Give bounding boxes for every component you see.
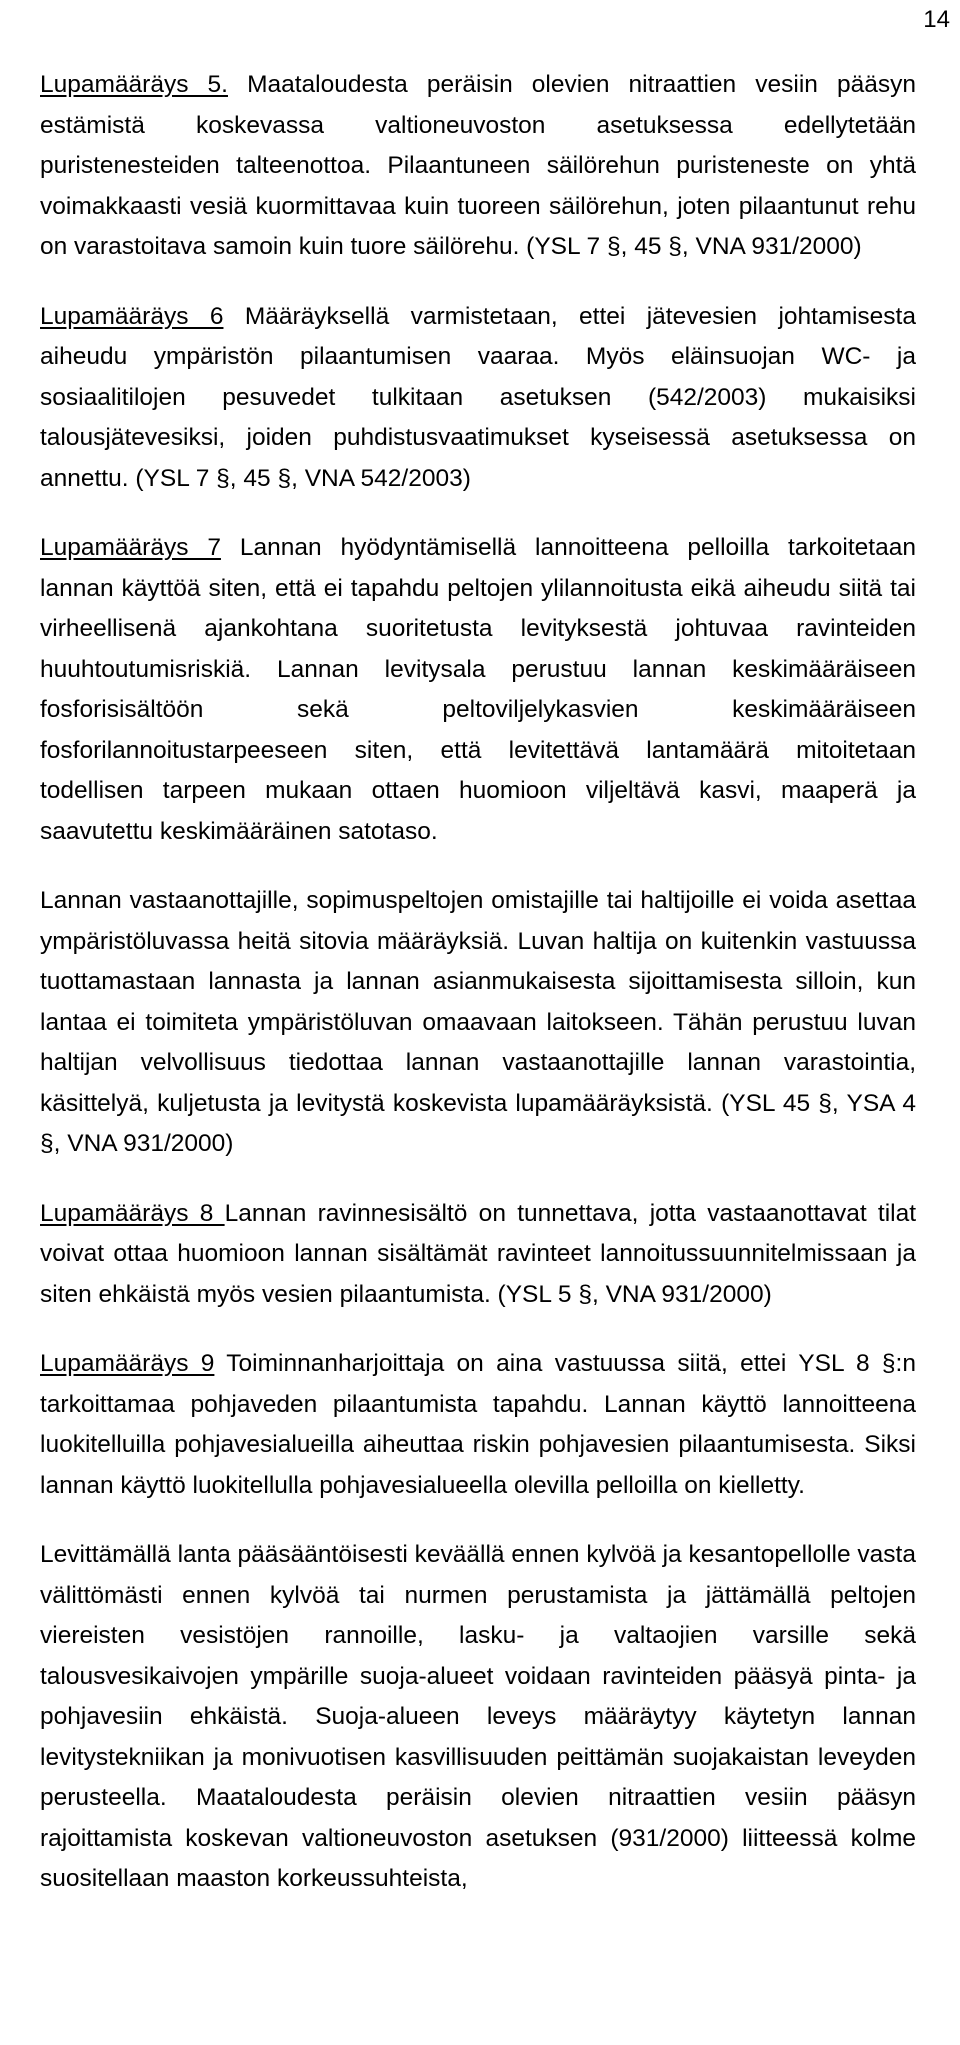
paragraph-levittaminen [40, 1535, 916, 1900]
paragraph-text: Levittämällä lanta pääsääntöisesti keväällä ennen kylvöä ja kesantopellolle vasta välittömästi ennen kylvöä tai nurmen perustamista ja jättämällä peltojen viereisten vesistöjen rannoille, lasku- ja valtaojien varsille sekä talousvesikaivojen ympärille suoja-alueet voidaan ravinteiden pääsyä pinta- ja pohjavesiin ehkäistä. Suoja-alueen leveys määräytyy käytetyn lannan levitystekniikan ja monivuotisen kasvillisuuden peittämän suojakaistan leveyden perusteella. Maataloudesta peräisin olevien nitraattien vesiin pääsyn rajoittamista koskevan valtioneuvoston asetuksen (931/2000) liitteessä kolme suositellaan maaston korkeussuhteista, [40, 1541, 916, 1892]
paragraph-text: Toiminnanharjoittaja on aina vastuussa siitä, ettei YSL 8 §:n tarkoittamaa pohjaveden pilaantumista tapahdu. Lannan käyttö lannoitteena luokitelluilla pohjavesialueilla aiheuttaa riskin pohjavesien pilaantumisesta. Siksi lannan käyttö luokitellulla pohjavesialueella olevilla pelloilla on kielletty. [40, 1350, 916, 1499]
paragraph-text: Lannan ravinnesisältö on tunnettava, jotta vastaanottavat tilat voivat ottaa huomioon lannan sisältämät ravinteet lannoitussuunnitelmissaan ja siten ehkäistä myös vesien pilaantumista. (YSL 5 §, VNA 931/2000) [40, 1199, 917, 1308]
paragraph-text: Maataloudesta peräisin olevien nitraattien vesiin pääsyn estämistä koskevassa valtioneuvoston asetuksessa edellytetään puristenesteiden talteenottoa. Pilaantuneen säilörehun puristeneste on yhtä voimakkaasti vesiä kuormittavaa kuin tuoreen säilörehun, joten pilaantunut rehu on varastoitava samoin kuin tuore säilörehu. (YSL 7 §, 45 §, VNA 931/2000) [40, 71, 916, 260]
paragraph-lannan-vastaanottajat [40, 881, 916, 1165]
paragraph-label: Lupamääräys 8 [40, 1199, 225, 1227]
paragraph-lupamaarays-9 [40, 1344, 916, 1506]
paragraph-text: Lannan hyödyntämisellä lannoitteena pelloilla tarkoitetaan lannan käyttöä siten, että ei tapahdu peltojen ylilannoitusta eikä aiheudu siitä tai virheellisenä ajankohtana suoritetusta levityksestä johtuvaa ravinteiden huuhtoutumisriskiä. Lannan levitysala perustuu lannan keskimääräiseen fosforisisältöön sekä peltoviljelykasvien keskimääräiseen fosforilannoitustarpeeseen siten, että levitettävä lantamäärä mitoitetaan todellisen tarpeen mukaan ottaen huomioon viljeltävä kasvi, maaperä ja saavutettu keskimääräinen satotaso. [40, 534, 916, 845]
paragraph-text: Lannan vastaanottajille, sopimuspeltojen omistajille tai haltijoille ei voida asettaa ympäristöluvassa heitä sitovia määräyksiä. Luvan haltija on kuitenkin vastuussa tuottamastaan lannasta ja lannan asianmukaisesta sijoittamisesta silloin, kun lantaa ei toimiteta ympäristöluvan omaavaan laitokseen. Tähän perustuu luvan haltijan velvollisuus tiedottaa lannan vastaanottajille lannan varastointia, käsittelyä, kuljetusta ja levitystä koskevista lupamääräyksistä. (YSL 45 §, YSA 4 §, VNA 931/2000) [40, 887, 916, 1157]
paragraph-label: Lupamääräys 5. [40, 71, 228, 98]
paragraph-lupamaarays-6 [40, 297, 916, 500]
paragraph-label: Lupamääräys 7 [40, 534, 221, 561]
page-number: 14 [923, 6, 950, 33]
paragraph-text: Määräyksellä varmistetaan, ettei jätevesien johtamisesta aiheudu ympäristön pilaantumisen vaaraa. Myös eläinsuojan WC- ja sosiaalitilojen pesuvedet tulkitaan asetuksen (542/2003) mukaisiksi talousjätevesiksi, joiden puhdistusvaatimukset kyseisessä asetuksessa on annettu. (YSL 7 §, 45 §, VNA 542/2003) [40, 302, 916, 492]
paragraph-lupamaarays-8 [40, 1194, 916, 1316]
paragraph-lupamaarays-7 [40, 528, 916, 852]
paragraph-lupamaarays-5 [40, 65, 916, 268]
paragraph-label: Lupamääräys 9 [40, 1350, 215, 1377]
paragraph-label: Lupamääräys 6 [40, 302, 224, 330]
document-body [40, 65, 916, 1900]
